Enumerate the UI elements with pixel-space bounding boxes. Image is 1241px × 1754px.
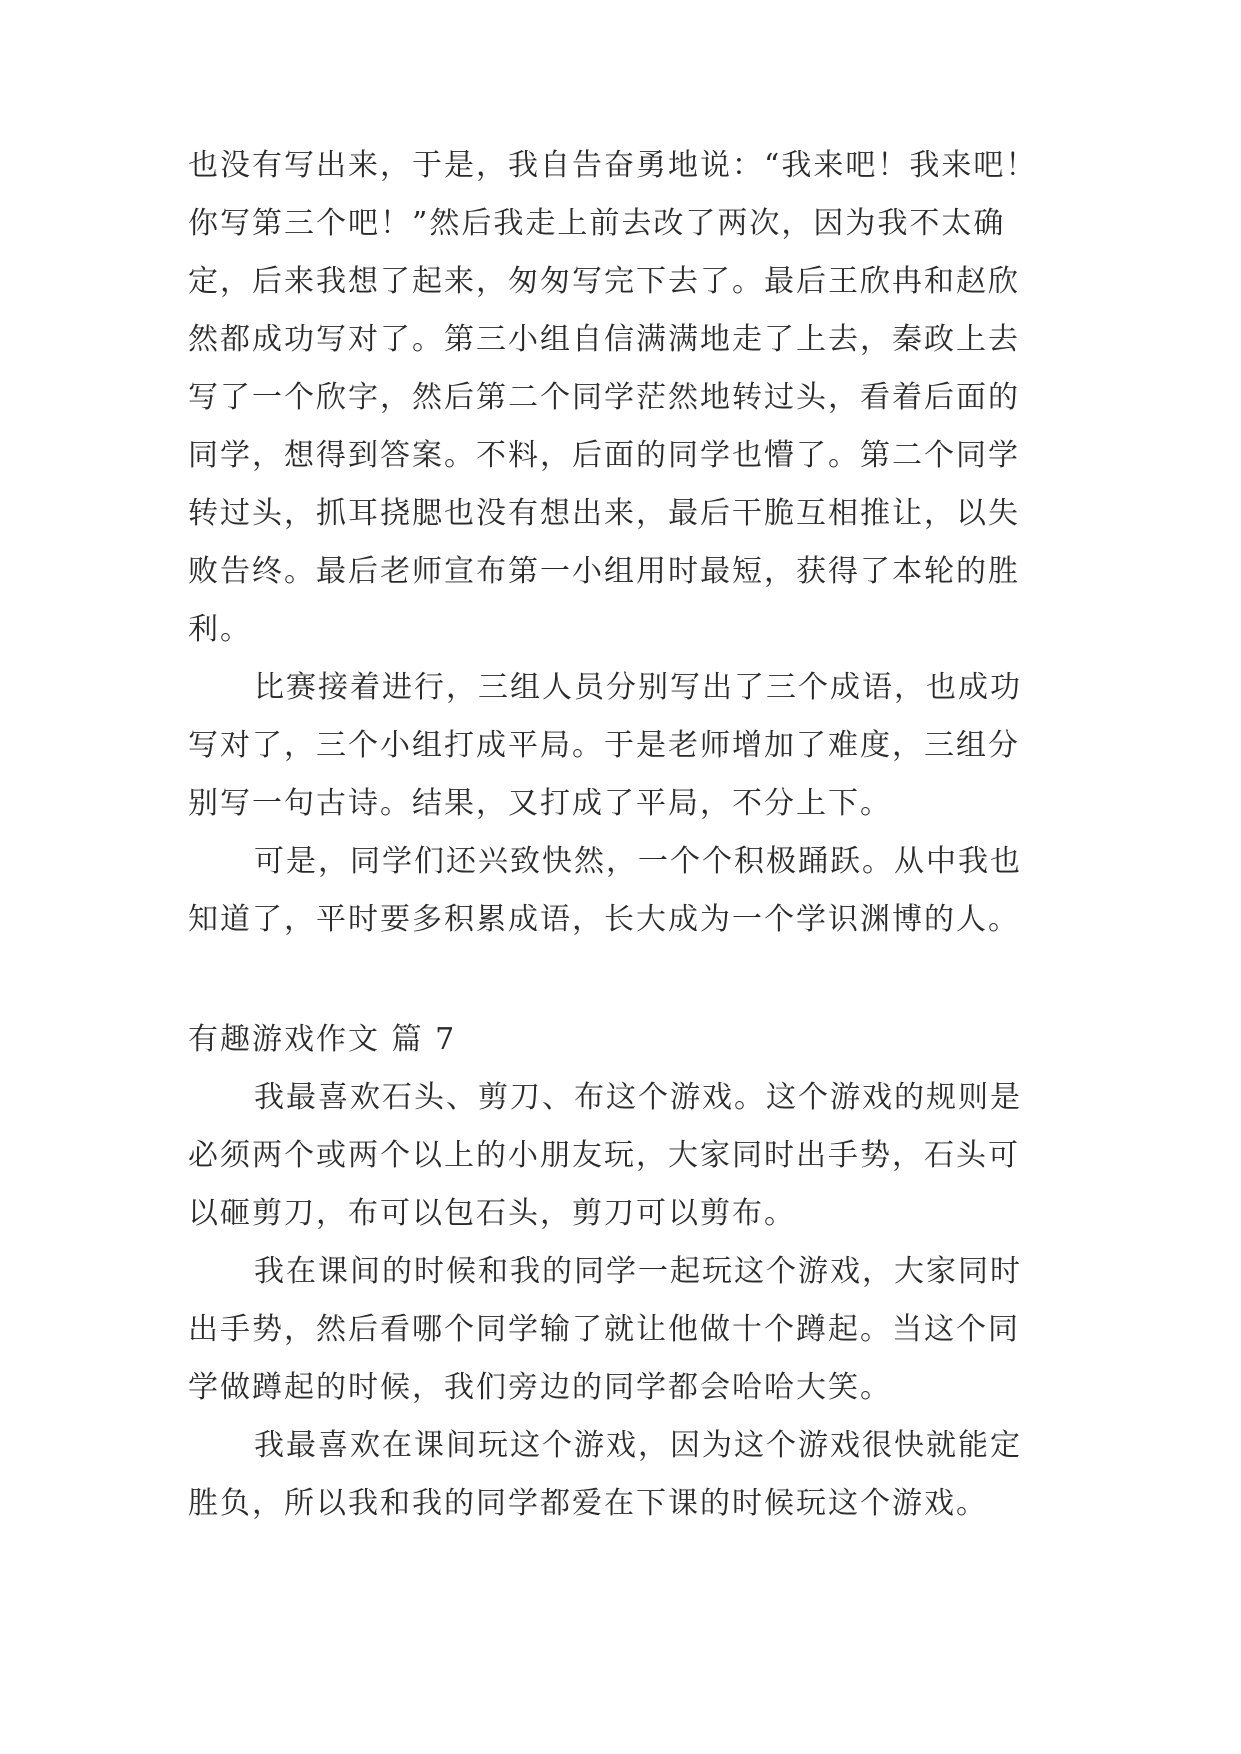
text-line: 出手势，然后看哪个同学输了就让他做十个蹲起。当这个同 bbox=[188, 1312, 1020, 1347]
text-line: 写对了，三个小组打成平局。于是老师增加了难度，三组分 bbox=[188, 728, 1020, 763]
text-line: 学做蹲起的时候，我们旁边的同学都会哈哈大笑。 bbox=[188, 1370, 892, 1405]
text-line: 比赛接着进行，三组人员分别写出了三个成语，也成功 bbox=[254, 670, 1022, 705]
document-body bbox=[188, 137, 1058, 1533]
text-line: 必须两个或两个以上的小朋友玩，大家同时出手势，石头可 bbox=[188, 1138, 1020, 1173]
text-line: 写了一个欣字，然后第二个同学茫然地转过头，看着后面的 bbox=[188, 380, 1020, 415]
text-line: 然都成功写对了。第三小组自信满满地走了上去，秦政上去 bbox=[188, 322, 1020, 357]
text-line: 我最喜欢石头、剪刀、布这个游戏。这个游戏的规则是 bbox=[254, 1080, 1022, 1115]
text-line: 同学，想得到答案。不料，后面的同学也懵了。第二个同学 bbox=[188, 438, 1020, 473]
text-line: 定，后来我想了起来，匆匆写完下去了。最后王欣冉和赵欣 bbox=[188, 264, 1020, 299]
section-heading: 有趣游戏作文 篇 7 bbox=[188, 1022, 457, 1057]
text-line: 我在课间的时候和我的同学一起玩这个游戏，大家同时 bbox=[254, 1254, 1022, 1289]
text-line: 败告终。最后老师宣布第一小组用时最短，获得了本轮的胜 bbox=[188, 554, 1020, 589]
text-line: 以砸剪刀，布可以包石头，剪刀可以剪布。 bbox=[188, 1196, 796, 1231]
text-line: 我最喜欢在课间玩这个游戏，因为这个游戏很快就能定 bbox=[254, 1428, 1022, 1463]
text-line: 知道了，平时要多积累成语，长大成为一个学识渊博的人。 bbox=[188, 902, 1020, 937]
section-gap bbox=[188, 949, 1058, 1011]
text-line: 也没有写出来，于是，我自告奋勇地说：“我来吧！我来吧！ bbox=[188, 148, 1038, 183]
text-line: 别写一句古诗。结果，又打成了平局，不分上下。 bbox=[188, 786, 892, 821]
text-line: 利。 bbox=[188, 612, 252, 647]
text-line: 转过头，抓耳挠腮也没有想出来，最后干脆互相推让，以失 bbox=[188, 496, 1020, 531]
text-line: 胜负，所以我和我的同学都爱在下课的时候玩这个游戏。 bbox=[188, 1486, 988, 1521]
text-line: 你写第三个吧！”然后我走上前去改了两次，因为我不太确 bbox=[188, 206, 1006, 241]
text-line: 可是，同学们还兴致快然，一个个积极踊跃。从中我也 bbox=[254, 844, 1022, 879]
